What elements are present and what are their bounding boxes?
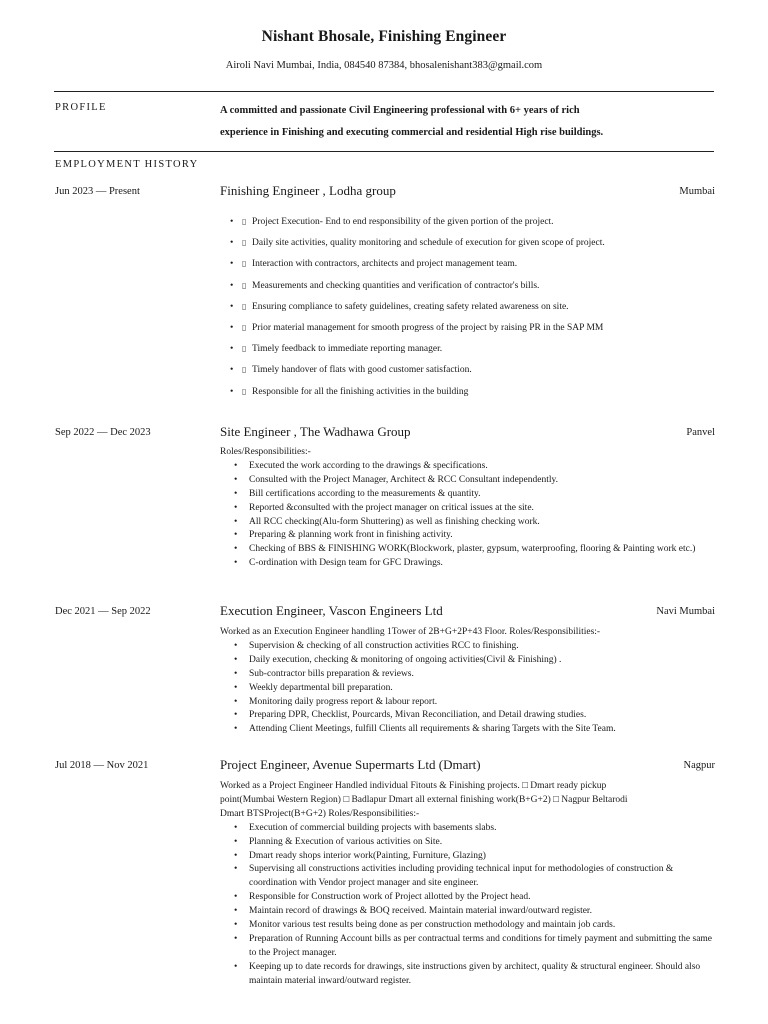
list-item: • Executed the work according to the drawings & specifications.	[234, 460, 488, 471]
list-item: • Bill certifications according to the measurements & quantity.	[234, 488, 481, 499]
list-item: • Dmart ready shops interior work(Painting, Furniture, Glazing)	[234, 850, 486, 861]
list-item: • ▯ Project Execution- End to end responsibility of the given portion of the project.	[230, 217, 554, 227]
job-intro-line: Worked as a Project Engineer Handled individual Fitouts & Finishing projects. □ Dmart ready pickup	[220, 781, 607, 791]
job-intro: Worked as an Execution Engineer handling 1Tower of 2B+G+2P+43 Floor. Roles/Responsibilities:-	[220, 627, 601, 637]
list-item: • All RCC checking(Alu-form Shuttering) as well as finishing checking work.	[234, 516, 540, 527]
list-item: • Attending Client Meetings, fulfill Clients all requirements & sharing Targets with the Site Team.	[234, 724, 616, 735]
job-bullet-list	[220, 640, 716, 737]
profile-summary	[220, 100, 700, 144]
job-details	[220, 626, 716, 737]
job-bullet-list	[220, 460, 716, 571]
job-city: Panvel	[686, 427, 715, 438]
list-item: • Keeping up to date records for drawings, site instructions given by architect, quality & structural engineer. Should also maintain material inward/outward register.	[234, 961, 701, 986]
list-item: • C-ordination with Design team for GFC Drawings.	[234, 558, 443, 569]
job-title: Project Engineer, Avenue Supermarts Ltd (Dmart)	[220, 757, 481, 772]
list-item: • Monitoring daily progress report & labour report.	[234, 696, 438, 707]
job-dates: Dec 2021 — Sep 2022	[55, 606, 151, 617]
job-dates: Sep 2022 — Dec 2023	[55, 427, 151, 438]
list-item: • ▯ Responsible for all the finishing activities in the building	[230, 386, 469, 397]
list-item: • Monitor various test results being done as per construction methodology and maintain job cards.	[234, 920, 616, 931]
job-dates: Jul 2018 — Nov 2021	[55, 760, 149, 771]
list-item: • ▯ Timely handover of flats with good customer satisfaction.	[230, 365, 472, 376]
profile-line: experience in Finishing and executing commercial and residential High rise buildings.	[220, 127, 604, 138]
job-bullet-list	[230, 215, 700, 406]
job-city: Nagpur	[683, 760, 715, 771]
job-dates: Jun 2023 — Present	[55, 186, 140, 197]
list-item: • ▯ Ensuring compliance to safety guidelines, creating safety related awareness on site.	[230, 301, 569, 312]
contact-info: Airoli Navi Mumbai, India, 084540 87384, bhosalenishant383@gmail.com	[225, 60, 543, 71]
list-item: • Supervision & checking of all construction activities RCC to finishing.	[234, 640, 519, 651]
job-details	[220, 780, 716, 989]
list-item: • Sub-contractor bills preparation & reviews.	[234, 668, 414, 679]
list-item: • Supervising all constructions activities including providing technical input for methodologies of construction & coordination with Vendor project manager and site engineer.	[234, 864, 674, 889]
list-item: • Execution of commercial building projects with basements slabs.	[234, 822, 497, 833]
job-intro: Roles/Responsibilities:-	[220, 447, 311, 457]
list-item: • Preparation of Running Account bills as per contractual terms and conditions for timely payment and submitting the same to the Project manager.	[234, 933, 713, 958]
list-item: • Maintain record of drawings & BOQ received. Maintain material inward/outward register.	[234, 906, 592, 917]
resume-name: Nishant Bhosale, Finishing Engineer	[261, 28, 507, 45]
list-item: • Weekly departmental bill preparation.	[234, 682, 393, 693]
list-item: • ▯ Prior material management for smooth progress of the project by raising PR in the SAP MM	[230, 322, 604, 333]
job-city: Mumbai	[679, 186, 715, 197]
divider	[54, 151, 714, 152]
employment-heading: EMPLOYMENT HISTORY	[55, 159, 199, 170]
list-item: • Responsible for Construction work of Project allotted by the Project head.	[234, 892, 531, 903]
job-city: Navi Mumbai	[656, 606, 715, 617]
job-title: Site Engineer , The Wadhawa Group	[220, 424, 411, 439]
list-item: • ▯ Measurements and checking quantities and verification of contractor's bills.	[230, 280, 540, 291]
divider	[54, 91, 714, 92]
list-item: • ▯ Interaction with contractors, architects and project management team.	[230, 259, 518, 270]
job-intro-line: Dmart BTSProject(B+G+2) Roles/Responsibilities:-	[220, 808, 420, 819]
job-details	[220, 446, 716, 571]
list-item: • Planning & Execution of various activities on Site.	[234, 836, 443, 847]
job-bullet-list	[220, 822, 716, 989]
job-intro-line: point(Mumbai Western Region) □ Badlapur Dmart all external finishing work(B+G+2) □ Nagpur Beltarodi	[220, 794, 628, 805]
profile-heading: PROFILE	[55, 102, 107, 113]
list-item: • Preparing & planning work front in finishing activity.	[234, 530, 453, 541]
profile-line: A committed and passionate Civil Engineering professional with 6+ years of rich	[220, 105, 580, 116]
list-item: • ▯ Daily site activities, quality monitoring and schedule of execution for given scope of project.	[230, 238, 605, 249]
list-item: • Checking of BBS & FINISHING WORK(Blockwork, plaster, gypsum, waterproofing, flooring & Painting work etc.)	[234, 544, 696, 555]
job-title: Execution Engineer, Vascon Engineers Ltd	[220, 603, 443, 618]
list-item: • Preparing DPR, Checklist, Pourcards, Mivan Reconciliation, and Detail drawing studies.	[234, 710, 587, 721]
list-item: • Daily execution, checking & monitoring of ongoing activities(Civil & Finishing) .	[234, 654, 562, 665]
list-item: • ▯ Timely feedback to immediate reporting manager.	[230, 344, 443, 355]
job-title: Finishing Engineer , Lodha group	[220, 183, 396, 198]
list-item: • Consulted with the Project Manager, Architect & RCC Consultant independently.	[234, 474, 559, 485]
list-item: • Reported &consulted with the project manager on critical issues at the site.	[234, 502, 534, 513]
